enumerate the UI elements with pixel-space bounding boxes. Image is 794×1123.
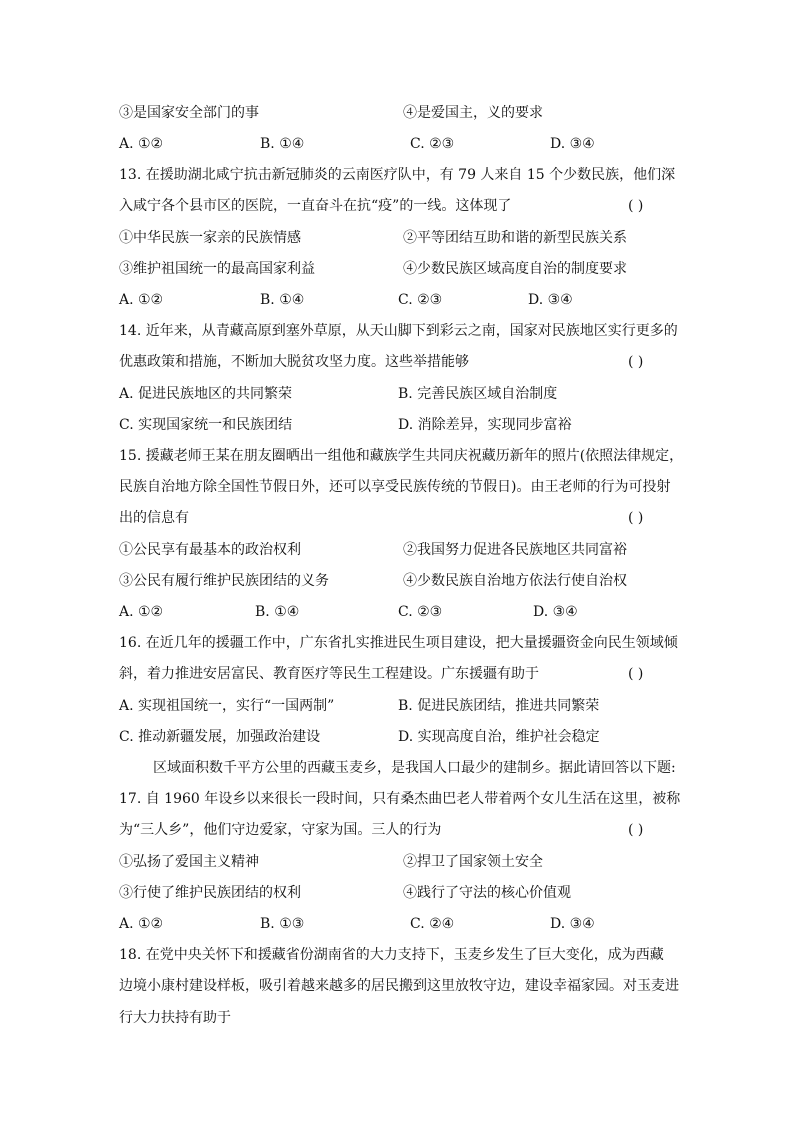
q12-option-a: A. ①② [119, 136, 164, 152]
q16-option-b: B. 促进民族团结，推进共同繁荣 [398, 698, 600, 714]
q15-statement-2: ②我国努力促进各民族地区共同富裕 [403, 542, 627, 558]
q15-stem-line-3: 出的信息有 [119, 510, 189, 526]
q15-option-d: D. ③④ [533, 604, 578, 620]
q17-statement-4: ④践行了守法的核心价值观 [403, 885, 571, 901]
q16-stem-line-1: 16. 在近几年的援疆工作中，广东省扎实推进民生项目建设，把大量援疆资金向民生领域倾 [119, 635, 678, 651]
q16-answer-blank: ( ) [628, 666, 644, 682]
q17-statement-3: ③行使了维护民族团结的权利 [119, 885, 301, 901]
q17-stem-line-1: 17. 自 1960 年设乡以来很长一段时间，只有桑杰曲巴老人带着两个女儿生活在这里，被称 [119, 791, 681, 807]
q12-option-d: D. ③④ [550, 136, 595, 152]
q14-stem-line-2: 优惠政策和措施，不断加大脱贫攻坚力度。这些举措能够 [119, 354, 469, 370]
q15-statement-4: ④少数民族自治地方依法行使自治权 [403, 573, 627, 589]
q15-statement-3: ③公民有履行维护民族团结的义务 [119, 573, 329, 589]
q13-option-d: D. ③④ [528, 292, 573, 308]
q17-statement-1: ①弘扬了爱国主义精神 [119, 854, 259, 870]
q15-option-c: C. ②③ [398, 604, 443, 620]
q13-stem-line-1: 13. 在援助湖北咸宁抗击新冠肺炎的云南医疗队中，有 79 人来自 15 个少数民族，他们深 [119, 167, 676, 183]
q13-answer-blank: ( ) [628, 198, 644, 214]
q15-option-a: A. ①② [119, 604, 164, 620]
q17-answer-blank: ( ) [628, 822, 644, 838]
group-stem: 区域面积数千平方公里的西藏玉麦乡，是我国人口最少的建制乡。据此请回答以下题: [153, 760, 676, 776]
q16-option-d: D. 实现高度自治，维护社会稳定 [398, 729, 600, 745]
q12-option-c: C. ②③ [410, 136, 455, 152]
q16-option-c: C. 推动新疆发展，加强政治建设 [119, 729, 321, 745]
q16-option-a: A. 实现祖国统一，实行“一国两制” [119, 698, 335, 714]
q13-statement-1: ①中华民族一家亲的民族情感 [119, 230, 301, 246]
q17-option-a: A. ①② [119, 916, 164, 932]
q16-stem-line-2: 斜，着力推进安居富民、教育医疗等民生工程建设。广东援疆有助于 [119, 666, 539, 682]
q17-option-c: C. ②④ [410, 916, 455, 932]
q14-option-d: D. 消除差异，实现同步富裕 [398, 417, 572, 433]
q13-statement-3: ③维护祖国统一的最高国家利益 [119, 261, 315, 277]
q14-stem-line-1: 14. 近年来，从青藏高原到塞外草原，从天山脚下到彩云之南，国家对民族地区实行更多的 [119, 323, 678, 339]
q12-option-b: B. ①④ [260, 136, 305, 152]
q18-stem-line-3: 行大力扶持有助于 [119, 1010, 231, 1026]
q14-option-a: A. 促进民族地区的共同繁荣 [119, 386, 293, 402]
q14-option-b: B. 完善民族区域自治制度 [398, 386, 558, 402]
q15-statement-1: ①公民享有最基本的政治权利 [119, 542, 301, 558]
q13-statement-2: ②平等团结互助和谐的新型民族关系 [403, 230, 627, 246]
q13-stem-line-2: 入咸宁各个县市区的医院，一直奋斗在抗“疫”的一线。这体现了 [119, 198, 512, 214]
q18-stem-line-2: 边境小康村建设样板，吸引着越来越多的居民搬到这里放牧守边，建设幸福家园。对玉麦进 [119, 978, 679, 994]
q14-answer-blank: ( ) [628, 354, 644, 370]
q12-statement-4: ④是爱国主，义的要求 [403, 105, 543, 121]
q15-option-b: B. ①④ [255, 604, 300, 620]
q15-stem-line-2: 民族自治地方除全国性节假日外，还可以享受民族传统的节假日)。由王老师的行为可投射 [119, 479, 671, 495]
q17-statement-2: ②捍卫了国家领土安全 [403, 854, 543, 870]
q13-option-a: A. ①② [119, 292, 164, 308]
q15-answer-blank: ( ) [628, 510, 644, 526]
q15-stem-line-1: 15. 援藏老师王某在朋友圈晒出一组他和藏族学生共同庆祝藏历新年的照片(依照法律规定， [119, 448, 684, 464]
q17-option-d: D. ③④ [550, 916, 595, 932]
q13-option-b: B. ①④ [260, 292, 305, 308]
q14-option-c: C. 实现国家统一和民族团结 [119, 417, 293, 433]
q17-option-b: B. ①③ [260, 916, 305, 932]
q18-stem-line-1: 18. 在党中央关怀下和援藏省份湖南省的大力支持下，玉麦乡发生了巨大变化，成为西藏 [119, 947, 664, 963]
q17-stem-line-2: 为“三人乡”，他们守边爱家，守家为国。三人的行为 [119, 822, 442, 838]
q12-statement-3: ③是国家安全部门的事 [119, 105, 259, 121]
q13-option-c: C. ②③ [398, 292, 443, 308]
q13-statement-4: ④少数民族区域高度自治的制度要求 [403, 261, 627, 277]
